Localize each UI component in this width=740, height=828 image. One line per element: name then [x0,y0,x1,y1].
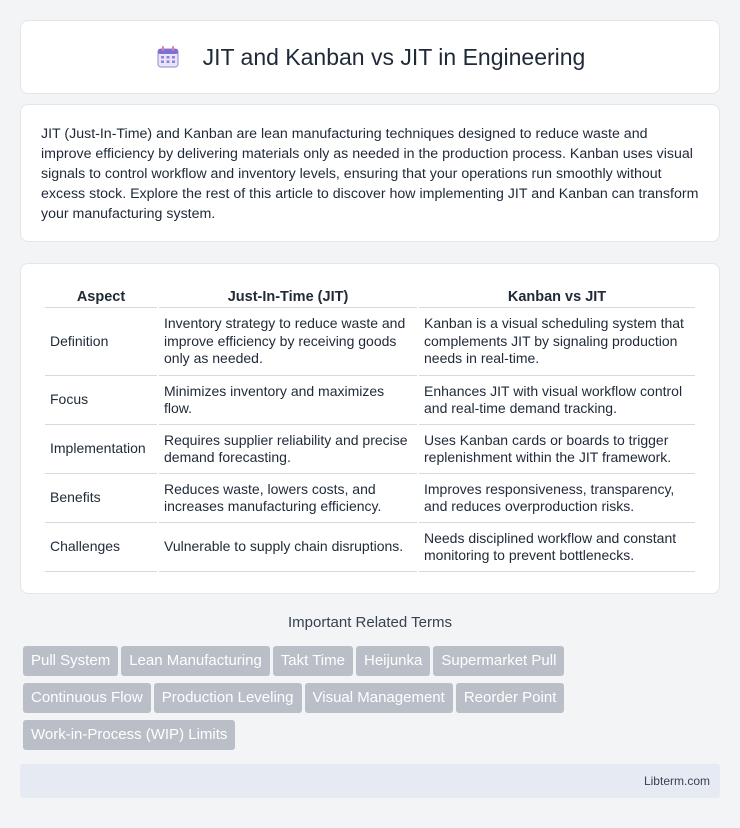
page-title: JIT and Kanban vs JIT in Engineering [202,43,586,70]
kanban-cell: Uses Kanban cards or boards to trigger replenishment within the JIT framework. [419,425,695,474]
related-term-tag[interactable]: Continuous Flow [23,683,151,713]
related-term-tag[interactable]: Visual Management [305,683,453,713]
aspect-cell: Implementation [45,425,157,474]
jit-cell: Minimizes inventory and maximizes flow. [159,376,417,425]
table-row [45,474,695,523]
table-row [45,425,695,474]
related-term-tag[interactable]: Pull System [23,646,118,676]
aspect-cell: Focus [45,376,157,425]
comparison-table [43,284,697,572]
jit-cell: Vulnerable to supply chain disruptions. [159,523,417,572]
kanban-cell: Enhances JIT with visual workflow control and real-time demand tracking. [419,376,695,425]
table-row [45,523,695,572]
kanban-cell: Needs disciplined workflow and constant monitoring to prevent bottlenecks. [419,523,695,572]
calendar-icon [155,44,181,70]
header-jit: Just-In-Time (JIT) [159,284,417,308]
jit-cell: Inventory strategy to reduce waste and improve efficiency by receiving goods only as needed. [159,308,417,376]
footer-site-link[interactable]: Libterm.com [643,774,710,788]
intro-text: JIT (Just-In-Time) and Kanban are lean manufacturing techniques designed to reduce waste and improve efficiency by delivering materials only as needed in the production process. Kanban uses visual signals to control workflow and inventory levels, ensuring that your operations run smoothly without excess stock. Explore the rest of this article to discover how implementing JIT and Kanban can transform your manufacturing system. [41,126,699,222]
related-term-tag[interactable]: Reorder Point [456,683,565,713]
intro-card [20,104,720,242]
related-term-tag[interactable]: Takt Time [273,646,353,676]
related-term-tag[interactable]: Heijunka [356,646,430,676]
jit-cell: Reduces waste, lowers costs, and increases manufacturing efficiency. [159,474,417,523]
header-aspect: Aspect [45,284,157,308]
related-term-tag[interactable]: Lean Manufacturing [121,646,270,676]
aspect-cell: Definition [45,308,157,376]
table-row [45,376,695,425]
kanban-cell: Improves responsiveness, transparency, and reduces overproduction risks. [419,474,695,523]
comparison-table-card [20,263,720,594]
title-card [20,20,720,94]
kanban-cell: Kanban is a visual scheduling system that complements JIT by signaling production needs in real-time. [419,308,695,376]
table-row [45,308,695,376]
related-term-tag[interactable]: Production Leveling [154,683,302,713]
related-term-tag[interactable]: Supermarket Pull [433,646,564,676]
aspect-cell: Challenges [45,523,157,572]
aspect-cell: Benefits [45,474,157,523]
header-kanban-vs-jit: Kanban vs JIT [419,284,695,308]
related-term-tag[interactable]: Work-in-Process (WIP) Limits [23,720,235,750]
jit-cell: Requires supplier reliability and precise demand forecasting. [159,425,417,474]
related-terms-list [23,646,723,757]
related-terms-title: Important Related Terms [288,614,452,631]
footer [20,764,720,798]
table-header-row [45,284,695,308]
